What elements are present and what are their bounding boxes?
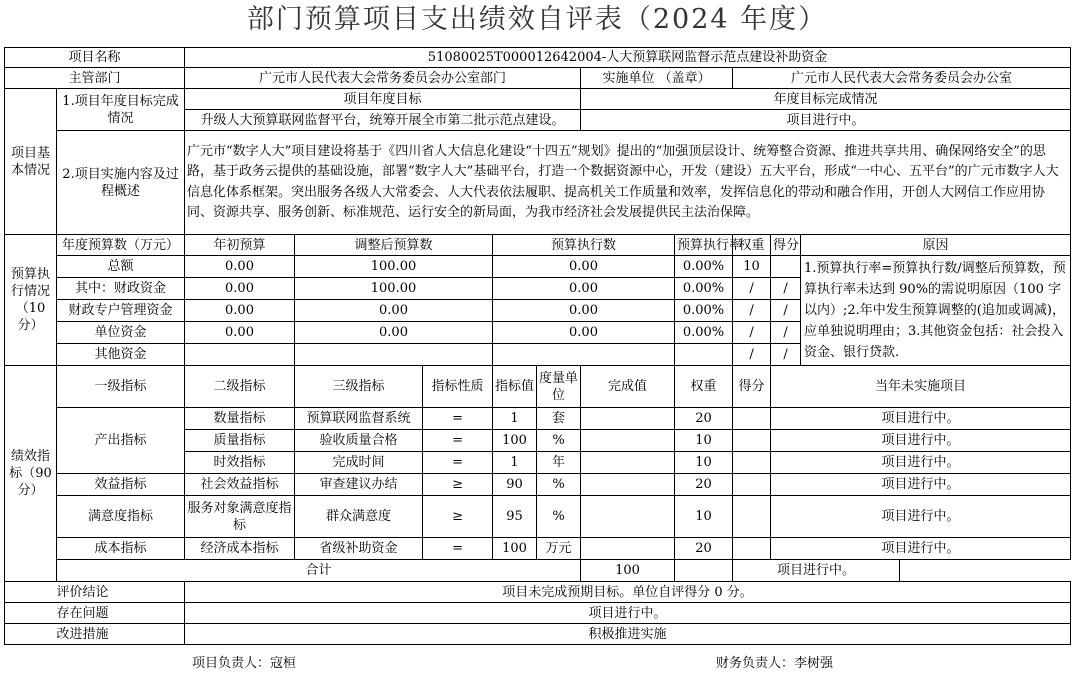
goal-label: 1.项目年度目标完成情况: [57, 89, 185, 131]
perf-score: [733, 430, 771, 452]
perf-l3: 审查建议办结: [295, 474, 423, 496]
budget-reason: 1.预算执行率=预算执行数/调整后预算数，预算执行率未达到 90%的需说明原因（100 字以内）;2.年中发生预算调整的(追加或调减)，应单独说明理由；3.其他资金包括：社会投入资金、银行贷款.: [801, 256, 1071, 366]
perf-note: 项目进行中。: [771, 496, 1071, 538]
perf-total-score: [675, 560, 733, 582]
perf-row: [5, 408, 1071, 430]
evaluation-table: [4, 47, 1071, 645]
budget-section-label: 预算执行情况（10分）: [5, 235, 57, 366]
perf-note: 项目进行中。: [771, 408, 1071, 430]
budget-executed: 0.00: [493, 322, 675, 344]
perf-nature: ≥: [423, 496, 493, 538]
budget-row-label: 总额: [57, 256, 185, 278]
goal-done-text: 项目进行中。: [581, 110, 1071, 131]
perf-note: 项目进行中。: [771, 430, 1071, 452]
perf-value: 100: [493, 538, 537, 560]
budget-weight: /: [733, 278, 771, 300]
budget-adjusted: 100.00: [295, 278, 493, 300]
perf-row: [5, 538, 1071, 560]
perf-group-output: 产出指标: [57, 408, 185, 474]
perf-nature: =: [423, 538, 493, 560]
project-lead-label: 项目负责人：: [192, 656, 271, 671]
budget-adjusted: 0.00: [295, 322, 493, 344]
perf-l2: 服务对象满意度指标: [185, 496, 295, 538]
budget-weight: 10: [733, 256, 771, 278]
budget-initial: [185, 344, 295, 366]
project-name-value: 51080025T000012642004-人大预算联网监督示范点建设补助资金: [185, 48, 1071, 68]
budget-executed: 0.00: [493, 300, 675, 322]
page-title: 部门预算项目支出绩效自评表（2024 年度）: [246, 4, 828, 35]
perf-col-header: 一级指标: [57, 366, 185, 408]
perf-l2: 经济成本指标: [185, 538, 295, 560]
budget-score: /: [771, 300, 801, 322]
budget-initial: 0.00: [185, 300, 295, 322]
perf-value: 100: [493, 430, 537, 452]
perf-weight: 20: [675, 474, 733, 496]
goal-text: 升级人大预算联网监督平台，统筹开展全市第二批示范点建设。: [185, 110, 581, 131]
basic-section-label: 项目基本情况: [5, 89, 57, 235]
perf-weight: 20: [675, 538, 733, 560]
perf-l3: 验收质量合格: [295, 430, 423, 452]
budget-col-header: 调整后预算数: [295, 235, 493, 256]
budget-rate: 0.00%: [675, 278, 733, 300]
perf-col-header: 当年未实施项目: [771, 366, 1071, 408]
perf-col-header: 指标性质: [423, 366, 493, 408]
budget-row: [5, 256, 1071, 278]
impl-unit-value: 广元市人民代表大会常务委员会办公室: [733, 68, 1071, 89]
perf-col-header: 二级指标: [185, 366, 295, 408]
budget-row-label: 单位资金: [57, 322, 185, 344]
dept-label: 主管部门: [5, 68, 185, 89]
budget-weight: /: [733, 300, 771, 322]
budget-rate: 0.00%: [675, 300, 733, 322]
goal-col-header: 项目年度目标: [185, 89, 581, 110]
budget-col-header: 得分: [771, 235, 801, 256]
budget-col-header: 预算执行数: [493, 235, 675, 256]
perf-total-row: [5, 560, 1071, 582]
perf-group-satisfaction: 满意度指标: [57, 496, 185, 538]
finance-lead-label: 财务负责人：: [716, 656, 795, 671]
perf-nature: ≥: [423, 474, 493, 496]
perf-done: [581, 538, 675, 560]
budget-adjusted: 0.00: [295, 300, 493, 322]
budget-weight: /: [733, 344, 771, 366]
perf-done: [581, 408, 675, 430]
perf-group-benefit: 效益指标: [57, 474, 185, 496]
perf-unit: %: [537, 474, 581, 496]
budget-executed: 0.00: [493, 278, 675, 300]
signature-line: [4, 650, 1070, 672]
dept-row: [5, 68, 1071, 89]
perf-done: [581, 430, 675, 452]
perf-unit: %: [537, 496, 581, 538]
perf-weight: 20: [675, 408, 733, 430]
perf-row: [5, 474, 1071, 496]
perf-value: 1: [493, 408, 537, 430]
perf-weight: 10: [675, 496, 733, 538]
perf-total-label: 合计: [57, 560, 581, 582]
budget-col-header: 预算执行率: [675, 235, 733, 256]
budget-adjusted: [295, 344, 493, 366]
finance-lead: [716, 652, 833, 671]
perf-col-header: 度量单位: [537, 366, 581, 408]
perf-unit: %: [537, 430, 581, 452]
finance-lead-name: 李树强: [794, 656, 834, 671]
perf-col-header: 完成值: [581, 366, 675, 408]
measure-label: 改进措施: [57, 624, 185, 645]
content-text: 广元市“数字人大”项目建设将基于《四川省人大信息化建设“十四五”规划》提出的“加强顶层设计、统筹整合资源、推进共享共用、确保网络安全”的思路，基于政务云提供的基础设施，部署“数字人大”基础平台，打造一个数据资源中心，开发（建设）五大平台，形成“一中心、五平台”的广元市数字人大信息化体系框架。突出服务各级人大常委会、人大代表依法履职、提高机关工作质量和效率，发挥信息化的带动和融合作用，开创人大网信工作应用协同、资源共享、服务创新、标准规范、运行安全的新局面，为我市经济社会发展提供民主法治保障。: [185, 131, 1071, 235]
budget-score: /: [771, 278, 801, 300]
budget-rate: 0.00%: [675, 256, 733, 278]
budget-score: /: [771, 344, 801, 366]
perf-col-header: 权重: [675, 366, 733, 408]
perf-l3: 预算联网监督系统: [295, 408, 423, 430]
perf-value: 95: [493, 496, 537, 538]
budget-score: /: [771, 322, 801, 344]
perf-l2: 社会效益指标: [185, 474, 295, 496]
perf-value: 90: [493, 474, 537, 496]
perf-nature: =: [423, 452, 493, 474]
perf-col-header: 三级指标: [295, 366, 423, 408]
perf-header-row: [5, 366, 1071, 408]
budget-score: [771, 256, 801, 278]
perf-done: [581, 474, 675, 496]
budget-executed: 0.00: [493, 256, 675, 278]
perf-total-weight: 100: [581, 560, 675, 582]
measure-text: 积极推进实施: [185, 624, 1071, 645]
conclusion-row: [5, 582, 1071, 603]
perf-l2: 质量指标: [185, 430, 295, 452]
budget-col-header: 年度预算数（万元）: [57, 235, 185, 256]
perf-total-note: 项目进行中。: [733, 560, 900, 582]
budget-initial: 0.00: [185, 256, 295, 278]
budget-row-label: 其他资金: [57, 344, 185, 366]
perf-done: [581, 496, 675, 538]
perf-note: 项目进行中。: [771, 538, 1071, 560]
perf-l2: 时效指标: [185, 452, 295, 474]
perf-score: [733, 408, 771, 430]
budget-executed: [493, 344, 675, 366]
conclusion-label: 评价结论: [57, 582, 185, 603]
perf-row: [5, 496, 1071, 538]
budget-col-header: 权重: [733, 235, 771, 256]
budget-adjusted: 100.00: [295, 256, 493, 278]
budget-col-header: 年初预算: [185, 235, 295, 256]
perf-group-cost: 成本指标: [57, 538, 185, 560]
perf-done: [581, 452, 675, 474]
goal-header-row: [5, 89, 1071, 110]
budget-weight: /: [733, 322, 771, 344]
budget-header-row: [5, 235, 1071, 256]
perf-weight: 10: [675, 452, 733, 474]
measure-row: [5, 624, 1071, 645]
project-lead: [192, 652, 296, 671]
problem-text: 项目进行中。: [185, 603, 1071, 624]
perf-nature: =: [423, 408, 493, 430]
problem-label: 存在问题: [57, 603, 185, 624]
perf-l3: 群众满意度: [295, 496, 423, 538]
impl-unit-label: 实施单位 （盖章）: [581, 68, 733, 89]
perf-score: [733, 452, 771, 474]
budget-initial: 0.00: [185, 322, 295, 344]
project-name-row: [5, 48, 1071, 68]
budget-col-header: 原因: [801, 235, 1071, 256]
project-name-label: 项目名称: [5, 48, 185, 68]
budget-row-label: 财政专户管理资金: [57, 300, 185, 322]
perf-section-label: 绩效指标（90分）: [5, 366, 57, 582]
problem-row: [5, 603, 1071, 624]
perf-score: [733, 538, 771, 560]
perf-col-header: 得分: [733, 366, 771, 408]
perf-note: 项目进行中。: [771, 474, 1071, 496]
perf-unit: 万元: [537, 538, 581, 560]
perf-nature: =: [423, 430, 493, 452]
perf-score: [733, 496, 771, 538]
content-row: [5, 131, 1071, 235]
budget-rate: [675, 344, 733, 366]
perf-col-header: 指标值: [493, 366, 537, 408]
project-lead-name: 寇桓: [270, 656, 297, 671]
goal-done-col-header: 年度目标完成情况: [581, 89, 1071, 110]
perf-score: [733, 474, 771, 496]
budget-rate: 0.00%: [675, 322, 733, 344]
perf-unit: 套: [537, 408, 581, 430]
budget-row-label: 其中：财政资金: [57, 278, 185, 300]
perf-l3: 完成时间: [295, 452, 423, 474]
perf-unit: 年: [537, 452, 581, 474]
perf-note: 项目进行中。: [771, 452, 1071, 474]
dept-value: 广元市人民代表大会常务委员会办公室部门: [185, 68, 581, 89]
perf-l2: 数量指标: [185, 408, 295, 430]
perf-l3: 省级补助资金: [295, 538, 423, 560]
perf-value: 1: [493, 452, 537, 474]
content-label: 2.项目实施内容及过程概述: [57, 131, 185, 235]
conclusion-text: 项目未完成预期目标。单位自评得分 0 分。: [185, 582, 1071, 603]
budget-initial: 0.00: [185, 278, 295, 300]
perf-weight: 10: [675, 430, 733, 452]
